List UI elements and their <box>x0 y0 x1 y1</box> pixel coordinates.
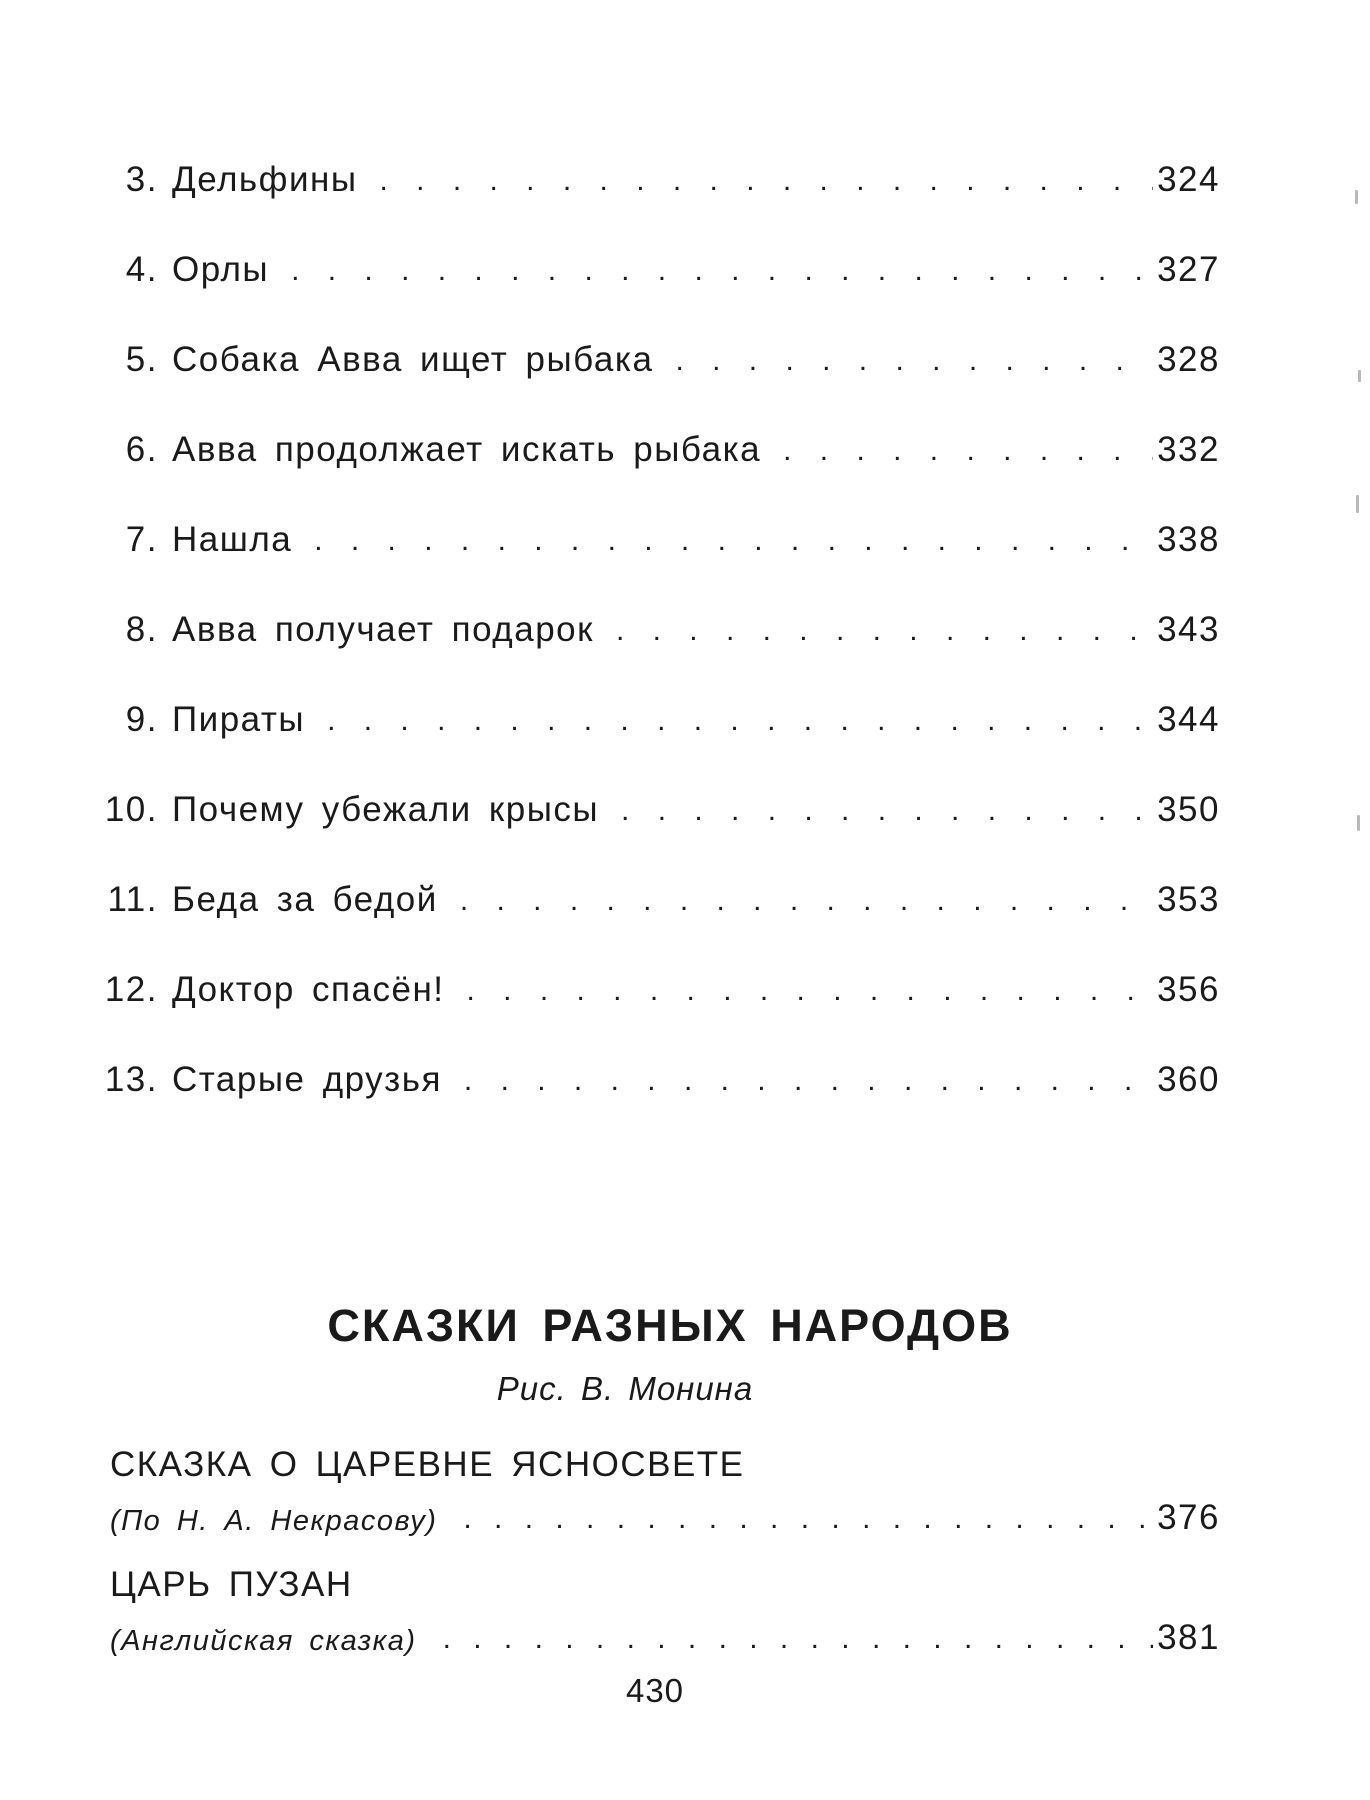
toc-entry-title: Пираты <box>172 700 306 739</box>
toc-entry[interactable] <box>110 150 1220 200</box>
dot-leader <box>783 436 1153 470</box>
toc-entry-number: 10. <box>104 790 158 829</box>
toc-entry-title: Нашла <box>172 520 293 559</box>
toc-entry-number: 5. <box>125 340 158 379</box>
story-entry[interactable] <box>110 1490 1220 1538</box>
toc-entry-page: 327 <box>1157 250 1220 289</box>
toc-entry-title: Почему убежали крысы <box>172 790 600 829</box>
toc-entry-number: 11. <box>107 880 158 919</box>
toc-entry-page: 344 <box>1157 700 1220 739</box>
story-entry[interactable] <box>110 1610 1220 1658</box>
toc-entry-page: 356 <box>1157 970 1220 1009</box>
toc-entry-page: 328 <box>1157 340 1220 379</box>
dot-leader <box>621 796 1153 830</box>
toc-entry-number: 3. <box>125 160 158 199</box>
toc-entry[interactable] <box>110 510 1220 560</box>
dot-leader <box>380 166 1154 200</box>
toc-entry[interactable] <box>110 420 1220 470</box>
toc-entry[interactable] <box>98 780 1220 830</box>
story-page: 376 <box>1157 1498 1220 1537</box>
story-source-note: (По Н. А. Некрасову) <box>110 1505 438 1537</box>
toc-entry-number: 4. <box>125 250 158 289</box>
toc-entry-title: Собака Авва ищет рыбака <box>172 340 654 379</box>
toc-entry[interactable] <box>98 960 1220 1010</box>
toc-entry-number: 8. <box>125 610 158 649</box>
toc-entry[interactable] <box>98 1050 1220 1100</box>
toc-entry-title: Доктор спасён! <box>172 970 445 1009</box>
dot-leader <box>616 616 1153 650</box>
toc-entry-page: 332 <box>1157 430 1220 469</box>
toc-entry[interactable] <box>110 690 1220 740</box>
section-heading: СКАЗКИ РАЗНЫХ НАРОДОВ <box>327 1300 1013 1351</box>
toc-entry-number: 13. <box>104 1060 158 1099</box>
toc-entry-title: Дельфины <box>172 160 358 199</box>
toc-entry-number: 6. <box>125 430 158 469</box>
dot-leader <box>460 886 1153 920</box>
toc-entry-title: Авва продолжает искать рыбака <box>172 430 762 469</box>
toc-entry-number: 7. <box>125 520 158 559</box>
toc-entry-number: 9. <box>125 700 158 739</box>
scan-artifact <box>1355 190 1358 204</box>
dot-leader <box>314 526 1153 560</box>
story-source-note: (Английская сказка) <box>110 1625 417 1657</box>
dot-leader <box>443 1624 1154 1658</box>
toc-entry-page: 324 <box>1157 160 1220 199</box>
toc-entry-page: 360 <box>1157 1060 1220 1099</box>
toc-entry-title: Орлы <box>172 250 270 289</box>
dot-leader <box>675 346 1153 380</box>
dot-leader <box>463 1504 1153 1538</box>
toc-entry-page: 350 <box>1157 790 1220 829</box>
scan-artifact <box>1358 370 1361 382</box>
story-page: 381 <box>1157 1618 1220 1657</box>
toc-entry-number: 12. <box>104 970 158 1009</box>
dot-leader <box>464 1066 1153 1100</box>
toc-entry-title: Старые друзья <box>172 1060 442 1099</box>
toc-entry-page: 353 <box>1157 880 1220 919</box>
toc-entry[interactable] <box>110 240 1220 290</box>
dot-leader <box>467 976 1154 1010</box>
dot-leader <box>327 706 1153 740</box>
scan-artifact <box>1357 815 1360 831</box>
toc-entry-title: Авва получает подарок <box>172 610 594 649</box>
scan-artifact <box>1356 495 1359 513</box>
toc-entry[interactable] <box>110 600 1220 650</box>
story-title[interactable]: ЦАРЬ ПУЗАН <box>110 1565 353 1604</box>
toc-entry-title: Беда за бедой <box>172 880 438 919</box>
story-title[interactable]: СКАЗКА О ЦАРЕВНЕ ЯСНОСВЕТЕ <box>110 1445 745 1484</box>
page-number: 430 <box>625 1672 685 1709</box>
toc-entry[interactable] <box>98 870 1220 920</box>
illustrator-credit: Рис. В. Монина <box>496 1370 754 1407</box>
toc-entry[interactable] <box>110 330 1220 380</box>
toc-entry-page: 338 <box>1157 520 1220 559</box>
toc-entry-page: 343 <box>1157 610 1220 649</box>
dot-leader <box>291 256 1153 290</box>
